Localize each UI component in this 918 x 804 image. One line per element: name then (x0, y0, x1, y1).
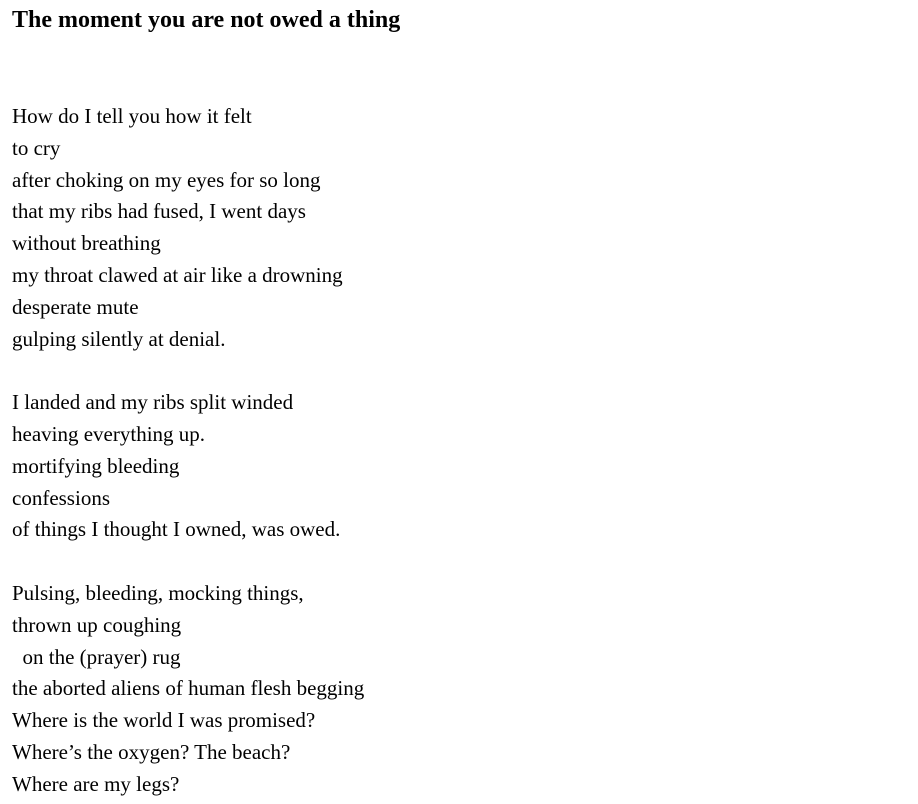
poem-line: confessions (12, 485, 110, 510)
stanza-1 (12, 101, 364, 355)
poem-body (12, 101, 364, 801)
poem-line: Pulsing, bleeding, mocking things, (12, 580, 304, 605)
poem-line: gulping silently at denial. (12, 326, 226, 351)
poem-line: after choking on my eyes for so long (12, 167, 321, 192)
poem-line: to cry (12, 135, 61, 160)
poem-line: I landed and my ribs split winded (12, 390, 294, 415)
poem-line: Where’s the oxygen? The beach? (12, 739, 291, 764)
poem-line: thrown up coughing (12, 612, 182, 637)
poem-line: How do I tell you how it felt (12, 104, 252, 128)
poem-line: desperate mute (12, 294, 139, 319)
poem-line: without breathing (12, 231, 161, 256)
poem-line: on the (prayer) rug (12, 644, 181, 669)
stanza-break (12, 355, 364, 387)
stanza-2 (12, 387, 364, 546)
stanza-break (12, 546, 364, 578)
stanza-3 (12, 578, 364, 801)
poem-line: mortifying bleeding (12, 453, 180, 478)
poem-line: of things I thought I owned, was owed. (12, 517, 341, 542)
poem-line: my throat clawed at air like a drowning (12, 262, 343, 287)
poem-line: Where is the world I was promised? (12, 708, 316, 733)
poem-title: The moment you are not owed a thing (12, 7, 401, 33)
poem-line: Where are my legs? (12, 771, 180, 796)
poem-line: the aborted aliens of human flesh begging (12, 676, 365, 701)
poem-line: heaving everything up. (12, 421, 206, 446)
poem-line: that my ribs had fused, I went days (12, 199, 306, 224)
